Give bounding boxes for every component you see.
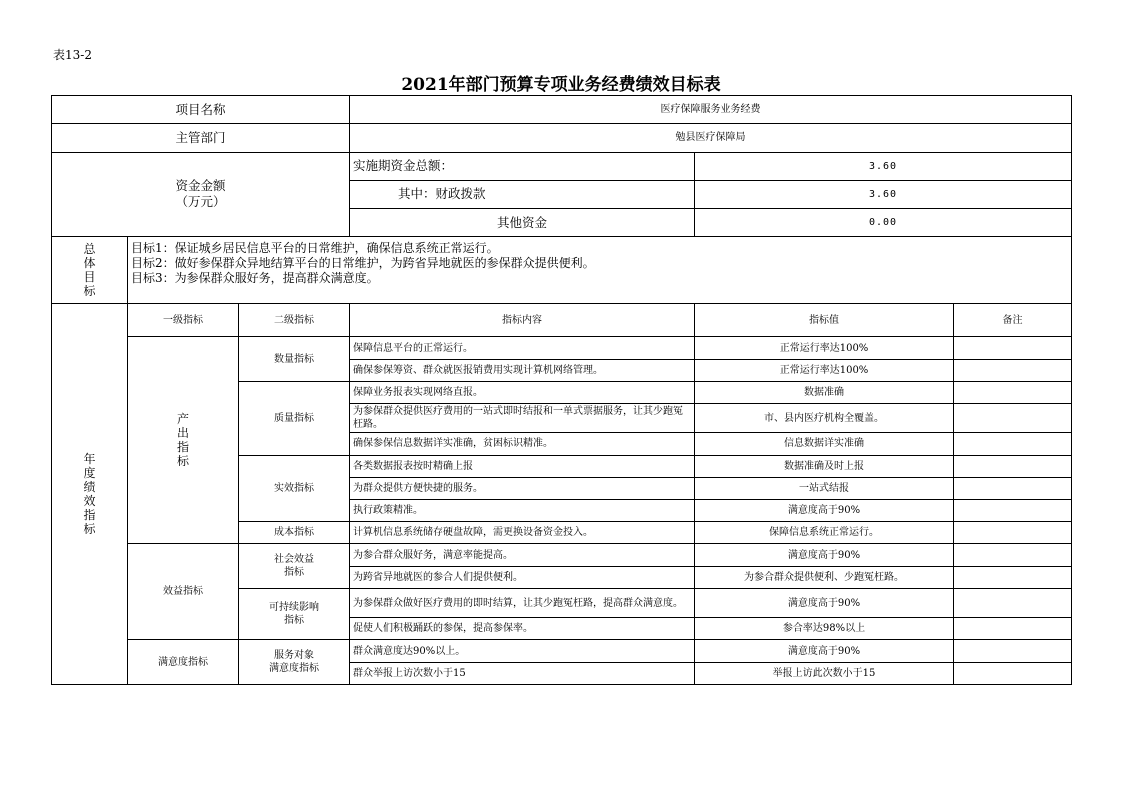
overall-goal-row — [52, 237, 1072, 304]
indicator-value: 满意度高于90% — [695, 588, 954, 617]
label-char: 出 — [176, 426, 189, 441]
label-line: 指标 — [284, 615, 304, 627]
timeliness-indicator-label: 实效指标 — [239, 455, 350, 522]
goal-line-3: 目标3：为参保群众服好务，提高群众满意度。 — [131, 271, 379, 286]
label-char: 年 — [83, 452, 96, 467]
indicator-value: 满意度高于90% — [695, 544, 954, 566]
quality-indicator-label: 质量指标 — [239, 381, 350, 455]
label-char: 指 — [176, 440, 189, 455]
label-char: 体 — [83, 256, 96, 271]
department-label: 主管部门 — [52, 124, 350, 152]
indicator-value: 一站式结报 — [695, 477, 954, 499]
indicator-note — [954, 433, 1072, 455]
service-satisfaction-label — [239, 640, 350, 685]
satisfaction-indicator-label: 满意度指标 — [128, 640, 239, 685]
label-char: 标 — [83, 284, 96, 299]
funds-row — [52, 152, 1072, 180]
label-line: 指标 — [284, 567, 304, 579]
indicator-content: 各类数据报表按时精确上报 — [350, 455, 695, 477]
benefit-indicator-label: 效益指标 — [128, 544, 239, 640]
quantity-indicator-label: 数量指标 — [239, 337, 350, 381]
indicator-value: 举报上访此次数小于15 — [695, 662, 954, 684]
cost-indicator-label: 成本指标 — [239, 522, 350, 544]
header-note: 备注 — [954, 304, 1072, 337]
goal-line-2: 目标2：做好参保群众异地结算平台的日常维护，为跨省异地就医的参保群众提供便利。 — [131, 256, 595, 271]
annual-indicator-label — [52, 304, 128, 685]
label-line: 社会效益 — [274, 554, 314, 566]
indicator-content: 群众满意度达90%以上。 — [350, 640, 695, 662]
funds-label — [52, 152, 350, 237]
page-title: 2021年部门预算专项业务经费绩效目标表 — [401, 75, 721, 95]
label-char: 度 — [83, 466, 96, 481]
indicator-note — [954, 381, 1072, 403]
indicator-note — [954, 662, 1072, 684]
indicator-note — [954, 359, 1072, 381]
indicator-value: 满意度高于90% — [695, 500, 954, 522]
indicator-value: 正常运行率达100% — [695, 337, 954, 359]
funds-fiscal-value: 3.60 — [695, 180, 1072, 208]
indicator-content: 为群众提供方便快捷的服务。 — [350, 477, 695, 499]
indicator-content: 计算机信息系统储存硬盘故障，需更换设备资金投入。 — [350, 522, 695, 544]
sustainable-benefit-label — [239, 588, 350, 640]
indicator-content: 确保参保筹资、群众就医报销费用实现计算机网络管理。 — [350, 359, 695, 381]
label-char: 总 — [83, 242, 96, 257]
overall-goal-text — [128, 237, 1072, 304]
indicator-value: 数据准确及时上报 — [695, 455, 954, 477]
indicator-note — [954, 544, 1072, 566]
label-char: 标 — [176, 454, 189, 469]
indicator-content: 执行政策精准。 — [350, 500, 695, 522]
indicator-note — [954, 522, 1072, 544]
indicator-value: 满意度高于90% — [695, 640, 954, 662]
table-number: 表13-2 — [53, 48, 92, 62]
indicator-value: 参合率达98%以上 — [695, 618, 954, 640]
label-char: 效 — [83, 494, 96, 509]
indicator-content: 为参保群众做好医疗费用的即时结算，让其少跑冤枉路，提高群众满意度。 — [350, 588, 695, 617]
header-level1: 一级指标 — [128, 304, 239, 337]
annual-header-row — [52, 304, 1072, 337]
project-value: 医疗保障服务业务经费 — [350, 96, 1072, 124]
indicator-value: 为参合群众提供便利、少跑冤枉路。 — [695, 566, 954, 588]
table-row — [52, 544, 1072, 566]
indicator-content: 保障信息平台的正常运行。 — [350, 337, 695, 359]
indicator-note — [954, 566, 1072, 588]
label-char: 目 — [83, 270, 96, 285]
overall-goal-label — [52, 237, 128, 304]
funds-other-value: 0.00 — [695, 209, 1072, 237]
indicator-content: 为参合群众服好务，满意率能提高。 — [350, 544, 695, 566]
label-char: 标 — [83, 522, 96, 537]
header-value: 指标值 — [695, 304, 954, 337]
table-row — [52, 337, 1072, 359]
label-line: 服务对象 — [274, 650, 314, 662]
indicator-content: 促使人们积极踊跃的参保，提高参保率。 — [350, 618, 695, 640]
indicator-content: 群众举报上访次数小于15 — [350, 662, 695, 684]
label-char: 指 — [83, 508, 96, 523]
indicator-value: 正常运行率达100% — [695, 359, 954, 381]
funds-total-label: 实施期资金总额： — [350, 152, 695, 180]
funds-other-label: 其他资金 — [350, 209, 695, 237]
project-row — [52, 96, 1072, 124]
indicator-note — [954, 640, 1072, 662]
funds-label-line2: （万元） — [175, 194, 226, 210]
label-char: 绩 — [83, 480, 96, 495]
performance-goal-table — [51, 95, 1072, 685]
indicator-value: 信息数据详实准确 — [695, 433, 954, 455]
label-line: 满意度指标 — [269, 663, 319, 675]
goal-line-1: 目标1：保证城乡居民信息平台的日常维护，确保信息系统正常运行。 — [131, 241, 499, 256]
indicator-note — [954, 477, 1072, 499]
indicator-note — [954, 500, 1072, 522]
funds-fiscal-label: 其中：财政拨款 — [350, 180, 695, 208]
indicator-note — [954, 404, 1072, 433]
label-char: 产 — [176, 412, 189, 427]
indicator-value: 市、县内医疗机构全覆盖。 — [695, 404, 954, 433]
indicator-note — [954, 455, 1072, 477]
indicator-content: 为跨省异地就医的参合人们提供便利。 — [350, 566, 695, 588]
indicator-note — [954, 618, 1072, 640]
header-content: 指标内容 — [350, 304, 695, 337]
indicator-content: 保障业务报表实现网络直报。 — [350, 381, 695, 403]
department-value: 勉县医疗保障局 — [350, 124, 1072, 152]
funds-label-line1: 资金金额 — [175, 178, 226, 194]
indicator-value: 保障信息系统正常运行。 — [695, 522, 954, 544]
indicator-note — [954, 337, 1072, 359]
funds-total-value: 3.60 — [695, 152, 1072, 180]
indicator-note — [954, 588, 1072, 617]
department-row — [52, 124, 1072, 152]
indicator-content: 确保参保信息数据详实准确，贫困标识精准。 — [350, 433, 695, 455]
project-label: 项目名称 — [52, 96, 350, 124]
indicator-value: 数据准确 — [695, 381, 954, 403]
indicator-content: 为参保群众提供医疗费用的一站式即时结报和一单式票据服务，让其少跑冤枉路。 — [350, 404, 695, 433]
header-level2: 二级指标 — [239, 304, 350, 337]
output-indicator-label — [128, 337, 239, 544]
table-row — [52, 640, 1072, 662]
social-benefit-label — [239, 544, 350, 588]
label-line: 可持续影响 — [269, 602, 319, 614]
